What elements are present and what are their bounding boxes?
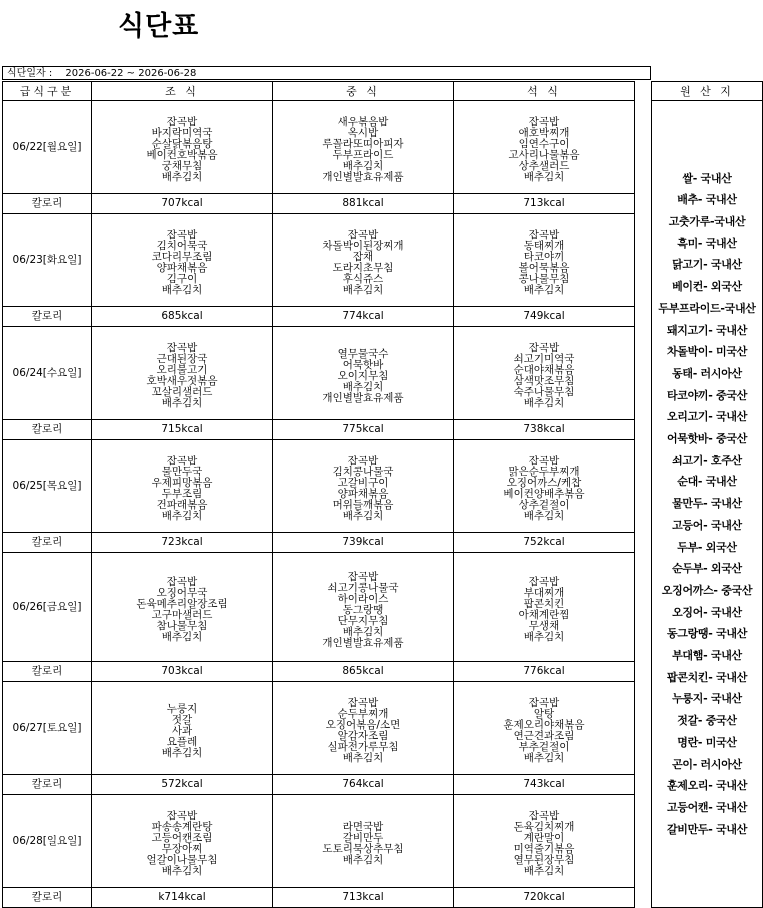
origin-item: 동그랑땡- 국내산 — [666, 627, 748, 641]
menu-item: 동그랑땡 — [342, 603, 384, 616]
header-gap — [635, 82, 652, 101]
header-breakfast: 조 식 — [92, 82, 273, 101]
day-date: 06/26[금요일] — [3, 553, 92, 662]
day-row — [3, 327, 763, 420]
menu-item: 잡곡밥 — [528, 455, 560, 467]
menu-item: 팝콘치킨 — [523, 598, 565, 610]
menu-item: 배추김치 — [342, 510, 384, 522]
breakfast-menu — [92, 440, 273, 533]
calorie-value: 703kcal — [92, 662, 273, 682]
column-gap — [635, 420, 652, 440]
calorie-value: 707kcal — [92, 194, 273, 214]
menu-item: 애호박찌개 — [518, 127, 570, 139]
menu-item: 잡곡밥 — [166, 810, 198, 822]
column-gap — [635, 795, 652, 888]
menu-item: 베이컨호박볶음 — [146, 149, 218, 161]
menu-item: 부대찌개 — [523, 587, 565, 599]
menu-item: 순대야채볶음 — [513, 364, 575, 376]
calorie-value: 685kcal — [92, 307, 273, 327]
origin-item: 순대- 국내산 — [677, 475, 737, 489]
origin-item: 돼지고기- 국내산 — [666, 323, 748, 337]
menu-item: 잡곡밥 — [166, 576, 198, 588]
menu-item: 배추김치 — [161, 284, 203, 296]
menu-item: 배추김치 — [342, 380, 384, 393]
menu-item: 양파채볶음 — [156, 262, 208, 274]
menu-item: 동태찌개 — [523, 240, 565, 252]
menu-item: 잡곡밥 — [528, 697, 560, 709]
dinner-menu — [454, 682, 635, 775]
origin-item: 흑미- 국내산 — [677, 236, 737, 250]
menu-item: 잡곡밥 — [528, 576, 560, 588]
lunch-menu — [273, 327, 454, 420]
menu-item: 단무지무침 — [337, 614, 389, 627]
menu-item: 배추김치 — [523, 397, 565, 409]
calorie-value: 720kcal — [454, 888, 635, 908]
dinner-menu — [454, 795, 635, 888]
menu-item: 배추김치 — [342, 284, 384, 296]
origin-item: 팝콘치킨- 국내산 — [666, 670, 748, 684]
calorie-value: 739kcal — [273, 533, 454, 553]
menu-item: 우제피망볶음 — [151, 477, 213, 489]
menu-item: 쇠고기미역국 — [513, 353, 575, 365]
day-row — [3, 682, 763, 775]
calorie-label: 칼로리 — [3, 662, 92, 682]
calorie-label: 칼로리 — [3, 420, 92, 440]
menu-item: 배추김치 — [161, 397, 203, 409]
menu-item: 잡채 — [352, 251, 374, 263]
origin-item: 차돌박이- 미국산 — [666, 345, 748, 359]
menu-item: 머위들깨볶음 — [332, 499, 394, 511]
menu-item: 베이컨양배추볶음 — [503, 488, 585, 500]
dinner-menu — [454, 553, 635, 662]
menu-item: 돈육메추리알장조림 — [136, 598, 228, 610]
menu-item: 코다리무조림 — [151, 251, 213, 263]
dinner-menu — [454, 440, 635, 533]
origin-item: 타코야끼- 중국산 — [666, 388, 748, 402]
calorie-value: 723kcal — [92, 533, 273, 553]
calorie-value: 764kcal — [273, 775, 454, 795]
calorie-row — [3, 662, 763, 682]
origin-item: 곤이- 러시아산 — [672, 757, 742, 771]
menu-item: 잡곡밥 — [528, 810, 560, 822]
menu-item: 콩나물무침 — [518, 273, 570, 285]
menu-item: 잡곡밥 — [347, 570, 379, 583]
origin-item: 훈제오리- 국내산 — [666, 779, 748, 793]
menu-item: 건파래볶음 — [156, 499, 208, 511]
calorie-value: 776kcal — [454, 662, 635, 682]
menu-item: 훈제오리야채볶음 — [503, 719, 585, 731]
menu-item: 배추김치 — [342, 160, 384, 172]
menu-item: 얼갈이나물무침 — [146, 854, 218, 866]
menu-item: 잡곡밥 — [528, 116, 560, 128]
day-row — [3, 101, 763, 194]
column-gap — [635, 888, 652, 908]
menu-item: 실파전가루무침 — [327, 741, 399, 753]
menu-item: 누룽지 — [166, 702, 198, 715]
calorie-row — [3, 888, 763, 908]
calorie-value: 713kcal — [273, 888, 454, 908]
origin-item: 물만두- 국내산 — [672, 497, 742, 511]
column-gap — [635, 307, 652, 327]
origin-item: 쇠고기- 호주산 — [672, 453, 742, 467]
origin-item: 닭고기- 국내산 — [672, 258, 742, 272]
menu-item: 열무된장무침 — [513, 854, 575, 866]
origin-item: 베이컨- 외국산 — [672, 280, 742, 294]
header-origin: 원 산 지 — [652, 82, 763, 101]
calorie-value: 572kcal — [92, 775, 273, 795]
column-gap — [635, 553, 652, 662]
calorie-value: 865kcal — [273, 662, 454, 682]
menu-item: 연근견과조림 — [513, 730, 575, 742]
menu-item: 숙주나물무침 — [513, 386, 575, 398]
calorie-row — [3, 307, 763, 327]
origin-item: 동태- 러시아산 — [672, 366, 742, 380]
menu-item: 맑은순두부찌개 — [508, 466, 580, 478]
calorie-value: 775kcal — [273, 420, 454, 440]
breakfast-menu — [92, 327, 273, 420]
menu-item: 상추겉절이 — [518, 499, 570, 511]
day-date: 06/25[목요일] — [3, 440, 92, 533]
menu-item: 김치어묵국 — [156, 240, 208, 252]
calorie-value: k714kcal — [92, 888, 273, 908]
menu-item: 배추김치 — [161, 865, 203, 877]
origin-item: 두부프라이드-국내산 — [658, 301, 756, 315]
menu-item: 순살닭볶음탕 — [151, 138, 213, 150]
calorie-row — [3, 775, 763, 795]
menu-item: 배추김치 — [523, 752, 565, 764]
menu-item: 배추김치 — [523, 284, 565, 296]
menu-item: 고구마샐러드 — [151, 609, 213, 621]
breakfast-menu — [92, 214, 273, 307]
calorie-label: 칼로리 — [3, 775, 92, 795]
menu-item: 라면국밥 — [342, 821, 384, 833]
menu-item: 두부조림 — [161, 488, 203, 500]
calorie-row — [3, 420, 763, 440]
menu-item: 배추김치 — [161, 631, 203, 643]
menu-item: 오이지무침 — [337, 369, 389, 382]
day-row — [3, 214, 763, 307]
menu-item: 순두부찌개 — [337, 708, 389, 720]
calorie-label: 칼로리 — [3, 194, 92, 214]
calorie-value: 713kcal — [454, 194, 635, 214]
origin-item: 순두부- 외국산 — [672, 562, 742, 576]
menu-item: 김치콩나물국 — [332, 466, 394, 478]
origin-item: 오징어- 국내산 — [672, 605, 742, 619]
menu-item: 고갈비구이 — [337, 477, 389, 489]
menu-item: 배추김치 — [342, 854, 384, 866]
menu-item: 배추김치 — [342, 625, 384, 638]
dinner-menu — [454, 327, 635, 420]
day-row — [3, 440, 763, 533]
column-gap — [635, 440, 652, 533]
lunch-menu — [273, 682, 454, 775]
origin-item: 고등어- 국내산 — [672, 518, 742, 532]
origin-item: 갈비만두- 국내산 — [666, 822, 748, 836]
calorie-value: 881kcal — [273, 194, 454, 214]
header-dinner: 석 식 — [454, 82, 635, 101]
column-gap — [635, 101, 652, 194]
menu-item: 새우볶음밥 — [337, 116, 389, 128]
menu-item: 잡곡밥 — [166, 229, 198, 241]
menu-item: 고사리나물볶음 — [508, 149, 580, 161]
day-date: 06/22[월요일] — [3, 101, 92, 194]
menu-item: 김구이 — [166, 273, 198, 285]
menu-item: 아채계란찜 — [518, 609, 570, 621]
menu-item: 꼬살리샐러드 — [151, 386, 213, 398]
origin-list — [652, 101, 763, 908]
menu-item: 잡곡밥 — [347, 697, 379, 709]
menu-item: 도토리묵상추무침 — [322, 843, 404, 855]
menu-period — [2, 66, 651, 80]
dinner-menu — [454, 101, 635, 194]
menu-item: 잡곡밥 — [528, 229, 560, 241]
menu-item: 개인별발효유제품 — [322, 171, 404, 183]
menu-item: 하이라이스 — [337, 592, 389, 605]
menu-item: 배추김치 — [523, 631, 565, 643]
column-gap — [635, 327, 652, 420]
menu-item: 옥시밥 — [347, 127, 379, 139]
menu-item: 알탕 — [533, 708, 555, 720]
breakfast-menu — [92, 795, 273, 888]
menu-item: 참나물무침 — [156, 620, 208, 632]
column-gap — [635, 662, 652, 682]
menu-item: 파송송계란탕 — [151, 821, 213, 833]
origin-item: 어묵핫바- 중국산 — [666, 432, 748, 446]
origin-item: 고춧가루-국내산 — [668, 215, 746, 228]
calorie-label: 칼로리 — [3, 533, 92, 553]
origin-item: 명란- 미국산 — [677, 735, 737, 749]
menu-item: 잡곡밥 — [347, 455, 379, 467]
menu-item: 어묵핫바 — [342, 358, 384, 371]
menu-item: 바지락미역국 — [151, 127, 213, 139]
menu-item: 쇠고기콩나물국 — [327, 581, 399, 594]
menu-item: 무장아찌 — [161, 843, 203, 855]
calorie-row — [3, 533, 763, 553]
menu-item: 계란말이 — [523, 832, 565, 844]
menu-item: 요플레 — [166, 735, 198, 748]
calorie-value: 738kcal — [454, 420, 635, 440]
calorie-value: 774kcal — [273, 307, 454, 327]
menu-item: 오리불고기 — [156, 364, 208, 376]
header-category: 급식구분 — [3, 82, 92, 101]
calorie-label: 칼로리 — [3, 888, 92, 908]
menu-item: 오징어무국 — [156, 587, 208, 599]
menu-item: 사과 — [171, 724, 193, 737]
menu-item: 임연수구이 — [518, 138, 570, 150]
menu-item: 무생채 — [528, 620, 560, 632]
calorie-value: 749kcal — [454, 307, 635, 327]
menu-item: 삼색맛조무침 — [513, 375, 575, 387]
period-value: 2026-06-22 ~ 2026-06-28 — [65, 68, 197, 79]
menu-item: 양파채볶음 — [337, 488, 389, 500]
menu-item: 차돌박이된장찌개 — [322, 240, 404, 252]
calorie-row — [3, 194, 763, 214]
menu-item: 근대된장국 — [156, 353, 208, 365]
menu-item: 잡곡밥 — [166, 342, 198, 354]
menu-item: 고등어캔조림 — [151, 832, 213, 844]
column-gap — [635, 214, 652, 307]
column-gap — [635, 775, 652, 795]
breakfast-menu — [92, 101, 273, 194]
menu-item: 개인별발효유제품 — [322, 391, 404, 404]
breakfast-menu — [92, 553, 273, 662]
day-date: 06/27[토요일] — [3, 682, 92, 775]
menu-item: 배추김치 — [523, 510, 565, 522]
lunch-menu — [273, 795, 454, 888]
menu-item: 루꼴라또띠아피자 — [322, 138, 404, 150]
menu-item: 두부프라이드 — [332, 149, 394, 161]
menu-item: 도라지초무침 — [332, 262, 394, 274]
menu-item: 잡곡밥 — [347, 229, 379, 241]
day-date: 06/28[일요일] — [3, 795, 92, 888]
page-title: 식단표 — [118, 11, 200, 42]
menu-item: 개인별발효유제품 — [322, 636, 404, 649]
column-gap — [635, 194, 652, 214]
dinner-menu — [454, 214, 635, 307]
menu-item: 궁채무침 — [161, 160, 203, 172]
menu-item: 후식쥬스 — [342, 273, 384, 285]
origin-item: 두부- 외국산 — [677, 540, 737, 554]
menu-item: 호박새우젓볶음 — [146, 375, 218, 387]
menu-item: 배추김치 — [161, 171, 203, 183]
origin-item: 오징어까스- 중국산 — [661, 583, 753, 597]
origin-item: 젓갈- 중국산 — [677, 714, 737, 728]
lunch-menu — [273, 214, 454, 307]
day-row — [3, 553, 763, 662]
menu-item: 갈비만두 — [342, 832, 384, 844]
menu-item: 부추겉절이 — [518, 741, 570, 753]
lunch-menu — [273, 101, 454, 194]
day-date: 06/23[화요일] — [3, 214, 92, 307]
header-row — [3, 82, 763, 101]
menu-item: 배추김치 — [161, 510, 203, 522]
menu-item: 배추김치 — [523, 171, 565, 183]
menu-item: 미역줄기볶음 — [513, 843, 575, 855]
menu-item: 타코야끼 — [523, 251, 565, 263]
menu-item: 잡곡밥 — [166, 455, 198, 467]
menu-item: 열무물국수 — [337, 347, 389, 360]
menu-item: 배추김치 — [342, 752, 384, 764]
menu-item: 젓갈 — [171, 713, 193, 726]
menu-item: 돈육김치찌개 — [513, 821, 575, 833]
header-lunch: 중 식 — [273, 82, 454, 101]
menu-item: 오징어까스/케찹 — [506, 477, 582, 489]
origin-item: 쌀- 국내산 — [682, 171, 732, 185]
lunch-menu — [273, 440, 454, 533]
menu-item: 알감자조림 — [337, 730, 389, 742]
menu-item: 잡곡밥 — [166, 116, 198, 128]
menu-item: 상추샐러드 — [518, 160, 570, 172]
calorie-label: 칼로리 — [3, 307, 92, 327]
period-label: 식단일자 : — [7, 68, 53, 79]
menu-item: 볼어묵볶음 — [518, 262, 570, 274]
menu-item: 배추김치 — [523, 865, 565, 877]
calorie-value: 743kcal — [454, 775, 635, 795]
menu-item: 오징어볶음/소면 — [325, 719, 401, 731]
breakfast-menu — [92, 682, 273, 775]
menu-item: 배추김치 — [161, 746, 203, 759]
menu-item: 물만두국 — [161, 466, 203, 478]
calorie-value: 752kcal — [454, 533, 635, 553]
origin-item: 누룽지- 국내산 — [672, 692, 742, 706]
day-row — [3, 795, 763, 888]
calorie-value: 715kcal — [92, 420, 273, 440]
origin-item: 고등어캔- 국내산 — [666, 800, 748, 814]
meal-plan-table — [2, 81, 763, 908]
origin-item: 오리고기- 국내산 — [666, 410, 748, 424]
column-gap — [635, 682, 652, 775]
origin-item: 부대햄- 국내산 — [672, 649, 742, 663]
menu-item: 잡곡밥 — [528, 342, 560, 354]
column-gap — [635, 533, 652, 553]
lunch-menu — [273, 553, 454, 662]
day-date: 06/24[수요일] — [3, 327, 92, 420]
origin-item: 배추- 국내산 — [677, 193, 737, 207]
